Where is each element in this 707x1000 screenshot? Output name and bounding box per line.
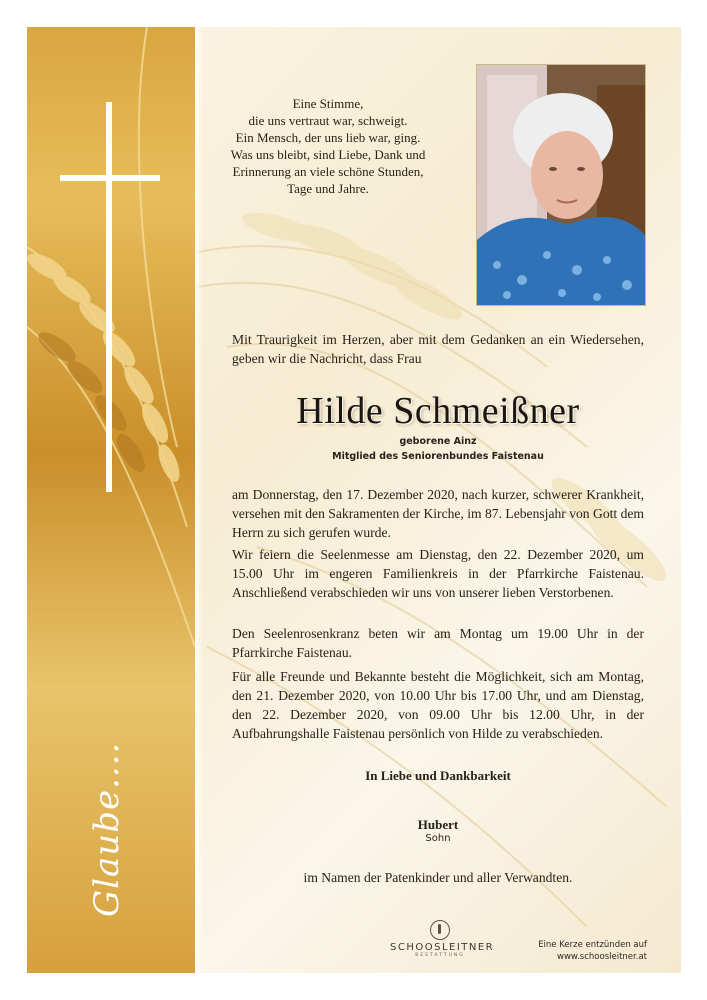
signer-name: Hubert bbox=[417, 817, 459, 832]
strip-edge-fade bbox=[195, 27, 203, 973]
cross-symbol-horizontal bbox=[60, 175, 160, 181]
portrait-illustration bbox=[477, 65, 645, 305]
undertaker-subtitle: BESTATTUNG bbox=[415, 953, 465, 958]
poem-line: Was uns bleibt, sind Liebe, Dank und bbox=[230, 147, 426, 162]
wheat-side-strip bbox=[27, 27, 195, 973]
signer-relation: Sohn bbox=[425, 833, 451, 844]
cross-symbol-vertical bbox=[106, 102, 112, 492]
membership-note: Mitglied des Seniorenbundes Faistenau bbox=[332, 451, 544, 462]
obituary-card bbox=[27, 27, 681, 973]
candle-logo-icon bbox=[430, 920, 450, 940]
poem-line: Erinnerung an viele schöne Stunden, bbox=[232, 164, 424, 179]
glaube-script-text: Glaube.... bbox=[87, 741, 127, 917]
rosary-paragraph: Den Seelenrosenkranz beten wir am Montag um 19.00 Uhr in der Pfarrkirche Faistenau. bbox=[232, 626, 644, 660]
poem-line: Ein Mensch, der uns lieb war, ging. bbox=[235, 130, 421, 145]
poem-line: Tage und Jahre. bbox=[287, 181, 369, 196]
candle-note-text: Eine Kerze entzünden auf bbox=[538, 940, 647, 950]
poem-line: Eine Stimme, bbox=[292, 96, 364, 111]
closing-line: In Liebe und Dankbarkeit bbox=[365, 768, 511, 783]
deceased-name: Hilde Schmeißner bbox=[296, 390, 580, 432]
candle-website-link[interactable]: www.schoosleitner.at bbox=[557, 952, 647, 962]
memorial-poem bbox=[208, 95, 448, 197]
funeral-mass-paragraph: Wir feiern die Seelenmesse am Dienstag, den 22. Dezember 2020, um 15.00 Uhr im engeren Familienkreis in der Pfarrkirche Faistenau. Anschließend verabschieden wir uns von unserer lieben Verstorbenen. bbox=[232, 547, 644, 600]
online-candle-note bbox=[507, 939, 647, 963]
death-notice-paragraph: am Donnerstag, den 17. Dezember 2020, nach kurzer, schwerer Krankheit, versehen mit den Sakramenten der Kirche, im 87. Lebensjahr von Gott dem Herrn zu sich gerufen wurde. bbox=[232, 487, 644, 540]
viewing-paragraph: Für alle Freunde und Bekannte besteht die Möglichkeit, sich am Montag, den 21. Dezember 2020, von 10.00 Uhr bis 17.00 Uhr, und am Dienstag, den 22. Dezember 2020, von 09.00 Uhr bis 12.00 Uhr, in der Aufbahrungshalle Faistenau persönlich von Hilde zu verabschieden. bbox=[232, 669, 644, 741]
undertaker-logo bbox=[390, 920, 495, 958]
deceased-portrait-photo bbox=[476, 64, 646, 306]
extended-family-line: im Namen der Patenkinder und aller Verwandten. bbox=[303, 870, 573, 885]
intro-text: Mit Traurigkeit im Herzen, aber mit dem Gedanken an ein Wiedersehen, geben wir die Nachricht, dass Frau bbox=[232, 332, 644, 366]
birth-name: geborene Ainz bbox=[399, 436, 477, 447]
undertaker-name: SCHOOSLEITNER bbox=[390, 942, 495, 953]
poem-line: die uns vertraut war, schweigt. bbox=[248, 113, 408, 128]
